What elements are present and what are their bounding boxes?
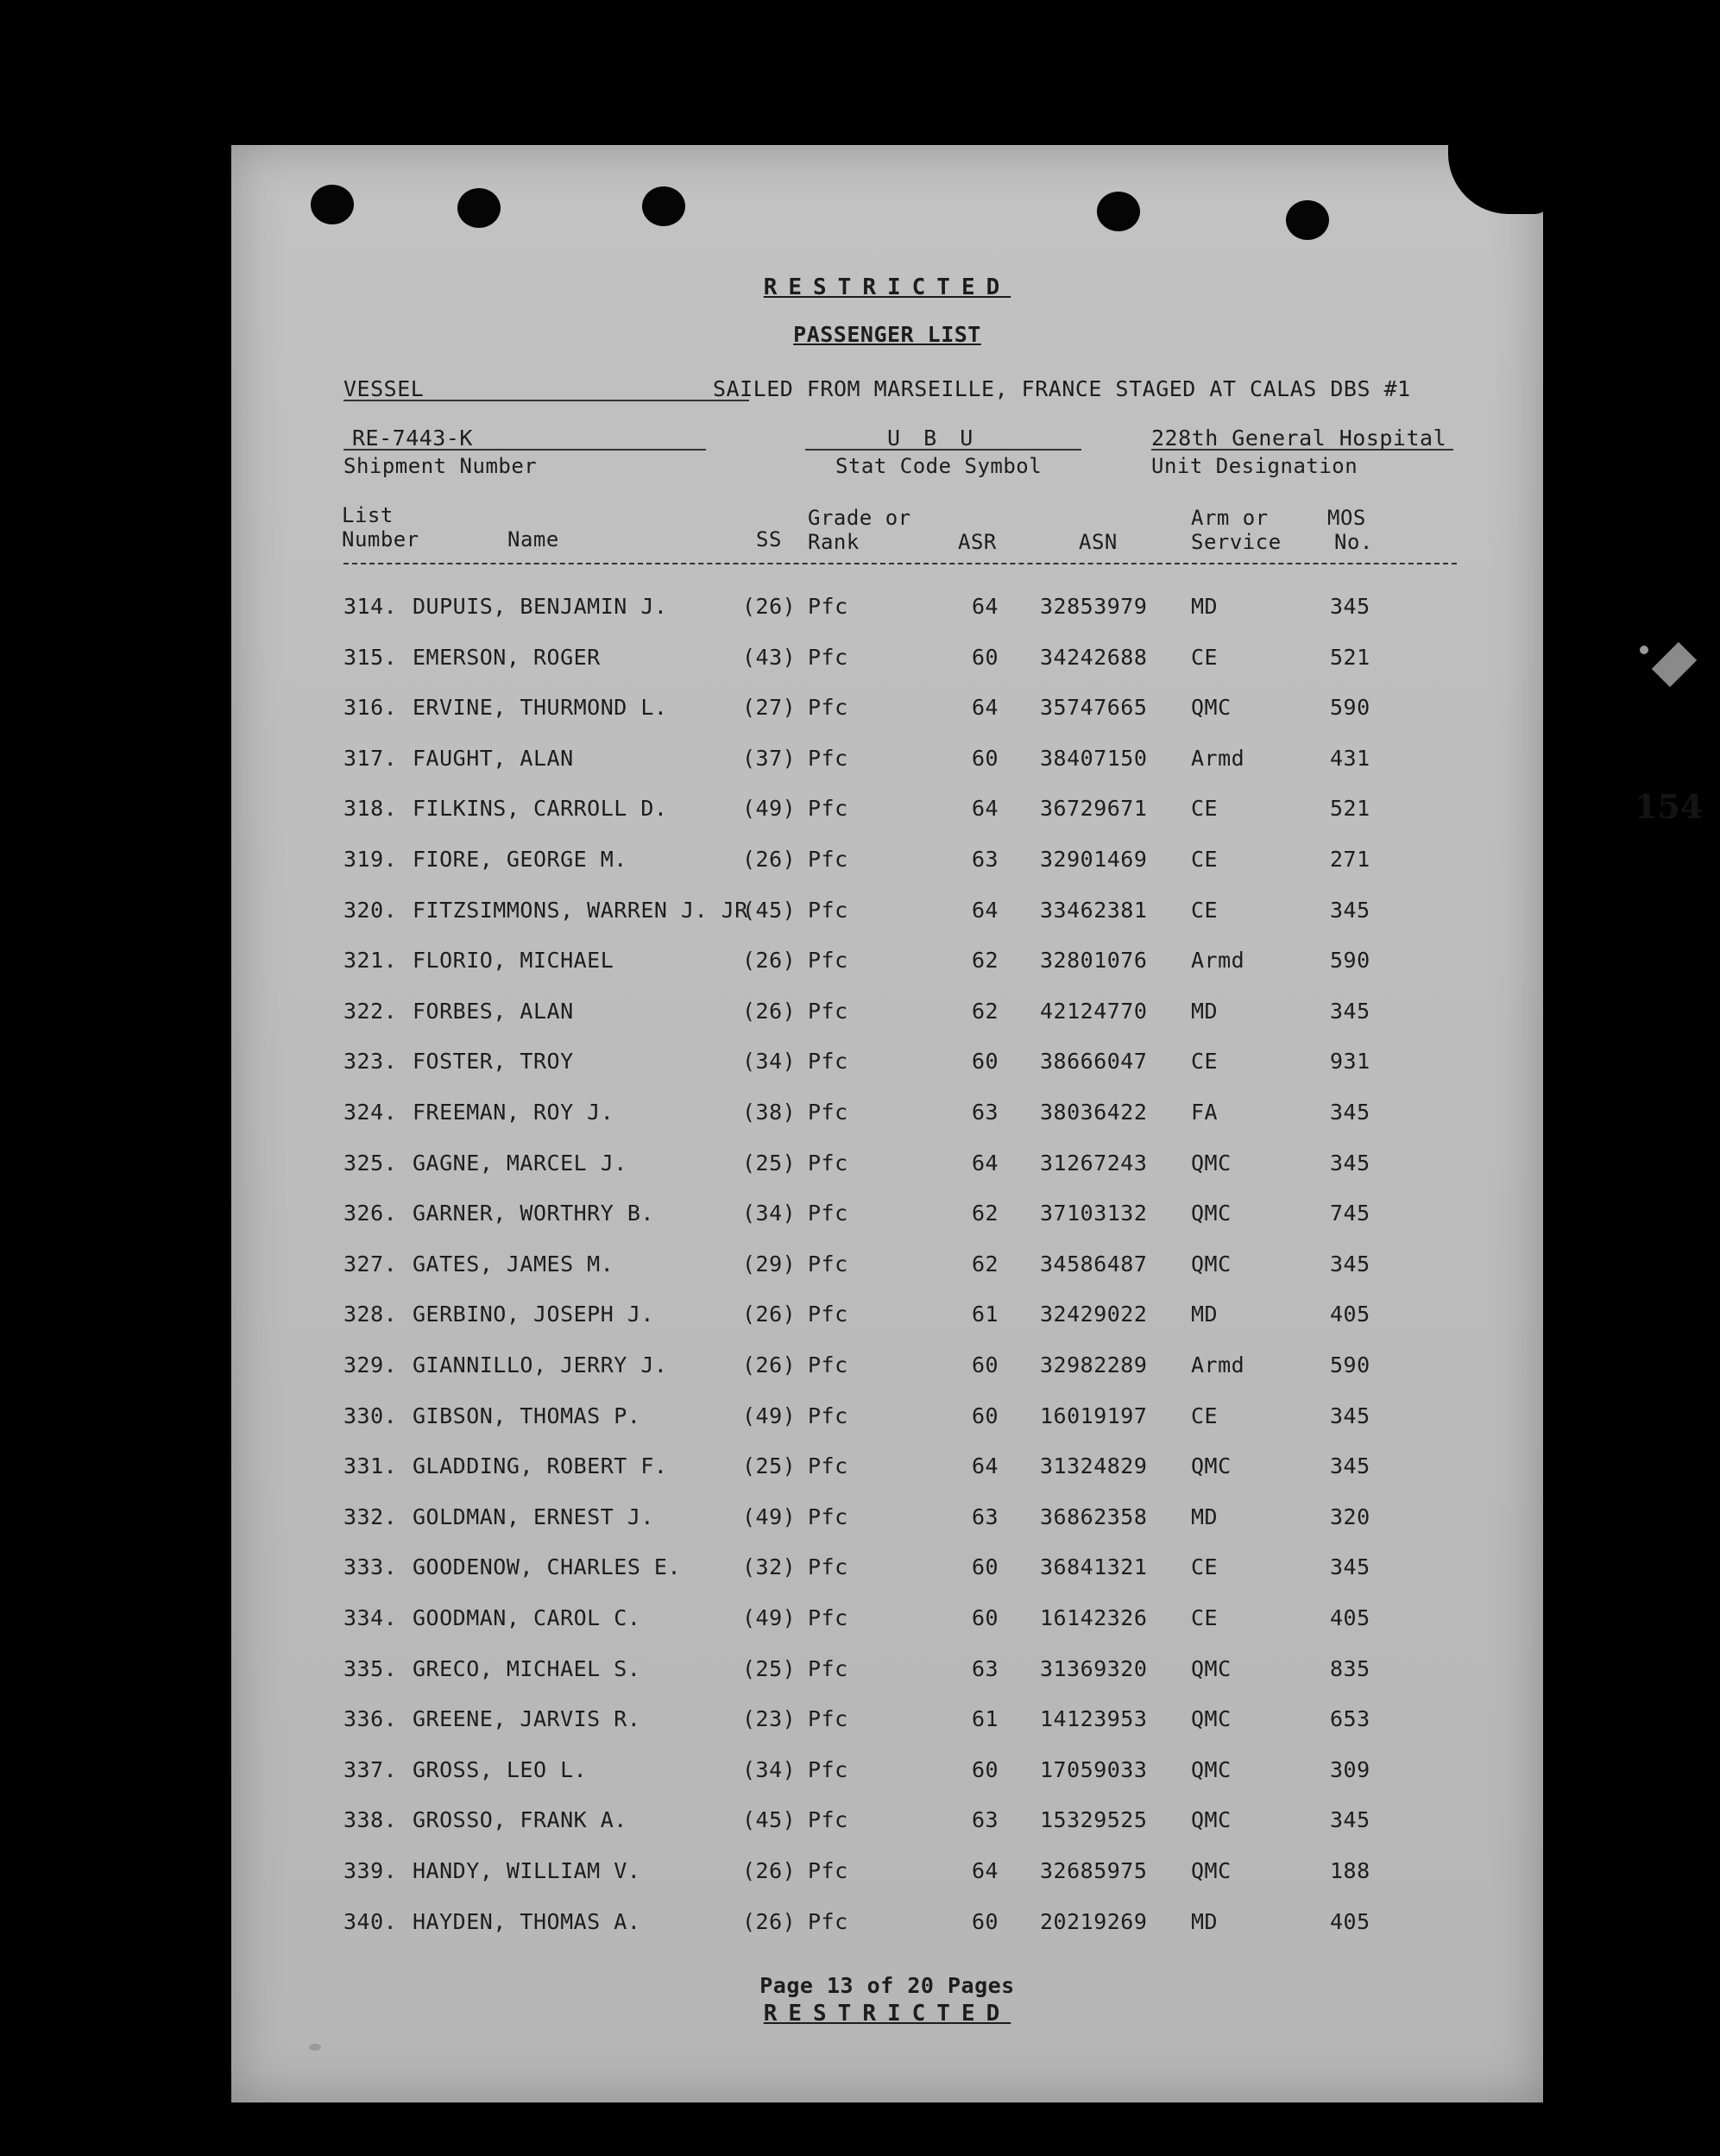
row-ss: (34)	[742, 1201, 797, 1226]
row-rank: Pfc	[808, 1100, 848, 1125]
row-rank: Pfc	[808, 1757, 848, 1782]
row-rank: Pfc	[808, 1201, 848, 1226]
row-ss: (25)	[742, 1453, 797, 1478]
document-page	[231, 145, 1704, 2102]
row-asn: 36841321	[1040, 1554, 1148, 1579]
row-rank: Pfc	[808, 1605, 848, 1630]
row-arm-service: CE	[1191, 1554, 1219, 1579]
col-list-number-1: List	[342, 503, 394, 527]
row-asn: 33462381	[1040, 898, 1148, 923]
row-name: GOLDMAN, ERNEST J.	[413, 1504, 654, 1529]
row-arm-service: CE	[1191, 796, 1219, 821]
punch-hole	[457, 188, 501, 228]
table-row	[231, 1150, 1543, 1185]
row-rank: Pfc	[808, 1554, 848, 1579]
page-indicator: Page 13 of 20 Pages	[759, 1973, 1015, 1998]
row-asr: 62	[972, 1201, 999, 1226]
row-asr: 63	[972, 1807, 999, 1832]
row-asr: 62	[972, 999, 999, 1024]
row-asr: 64	[972, 796, 999, 821]
row-asn: 35747665	[1040, 695, 1148, 720]
table-row	[231, 1909, 1543, 1944]
row-mos: 345	[1330, 1807, 1370, 1832]
row-list-number: 319.	[343, 847, 398, 872]
row-asn: 38407150	[1040, 746, 1148, 771]
row-name: FOSTER, TROY	[413, 1049, 574, 1074]
row-arm-service: FA	[1191, 1100, 1219, 1125]
row-name: GRECO, MICHAEL S.	[413, 1656, 641, 1681]
table-row	[231, 1302, 1543, 1336]
row-list-number: 337.	[343, 1757, 398, 1782]
row-arm-service: Armd	[1191, 948, 1245, 973]
row-asr: 63	[972, 847, 999, 872]
row-asr: 60	[972, 1352, 999, 1377]
row-list-number: 336.	[343, 1706, 398, 1731]
row-name: FORBES, ALAN	[413, 999, 574, 1024]
row-rank: Pfc	[808, 1352, 848, 1377]
row-mos: 345	[1330, 1403, 1370, 1428]
row-list-number: 317.	[343, 746, 398, 771]
row-asn: 37103132	[1040, 1201, 1148, 1226]
table-row	[231, 1858, 1543, 1893]
stat-code-value: U B U	[887, 426, 979, 451]
table-row	[231, 1049, 1543, 1083]
row-rank: Pfc	[808, 898, 848, 923]
row-asr: 60	[972, 645, 999, 670]
row-name: FILKINS, CARROLL D.	[413, 796, 668, 821]
speck-mark	[309, 2044, 321, 2051]
row-name: FLORIO, MICHAEL	[413, 948, 614, 973]
row-name: FREEMAN, ROY J.	[413, 1100, 614, 1125]
row-asn: 32982289	[1040, 1352, 1148, 1377]
stat-code-label: Stat Code Symbol	[835, 454, 1043, 478]
row-asr: 60	[972, 1403, 999, 1428]
row-arm-service: QMC	[1191, 1150, 1232, 1176]
row-arm-service: MD	[1191, 1504, 1219, 1529]
col-mos-2: No.	[1334, 530, 1373, 554]
row-mos: 345	[1330, 1251, 1370, 1277]
restricted-bottom: RESTRICTED	[763, 2001, 1011, 2027]
punch-hole	[1286, 200, 1329, 240]
table-row	[231, 1504, 1543, 1539]
row-mos: 835	[1330, 1656, 1370, 1681]
row-mos: 345	[1330, 594, 1370, 619]
row-ss: (26)	[742, 948, 797, 973]
row-name: ERVINE, THURMOND L.	[413, 695, 668, 720]
row-name: GROSSO, FRANK A.	[413, 1807, 627, 1832]
row-asn: 31267243	[1040, 1150, 1148, 1176]
row-asr: 62	[972, 1251, 999, 1277]
row-list-number: 318.	[343, 796, 398, 821]
row-list-number: 326.	[343, 1201, 398, 1226]
row-asr: 64	[972, 1858, 999, 1883]
row-asn: 16019197	[1040, 1403, 1148, 1428]
row-rank: Pfc	[808, 746, 848, 771]
col-grade-1: Grade or	[808, 506, 911, 530]
row-name: GAGNE, MARCEL J.	[413, 1150, 627, 1176]
row-name: GERBINO, JOSEPH J.	[413, 1302, 654, 1327]
row-arm-service: CE	[1191, 1605, 1219, 1630]
row-arm-service: MD	[1191, 999, 1219, 1024]
row-asn: 34242688	[1040, 645, 1148, 670]
table-row	[231, 1100, 1543, 1134]
row-rank: Pfc	[808, 1150, 848, 1176]
punch-hole	[1097, 192, 1140, 231]
table-row	[231, 948, 1543, 982]
row-arm-service: QMC	[1191, 1858, 1232, 1883]
table-row	[231, 594, 1543, 628]
row-arm-service: QMC	[1191, 1453, 1232, 1478]
row-arm-service: QMC	[1191, 1656, 1232, 1681]
row-rank: Pfc	[808, 645, 848, 670]
row-ss: (45)	[742, 898, 797, 923]
header-divider	[343, 563, 1457, 564]
row-asr: 60	[972, 1757, 999, 1782]
row-asn: 32853979	[1040, 594, 1148, 619]
row-asn: 20219269	[1040, 1909, 1148, 1934]
row-ss: (26)	[742, 1352, 797, 1377]
row-rank: Pfc	[808, 1807, 848, 1832]
row-mos: 405	[1330, 1302, 1370, 1327]
row-mos: 320	[1330, 1504, 1370, 1529]
row-list-number: 331.	[343, 1453, 398, 1478]
row-list-number: 314.	[343, 594, 398, 619]
table-row	[231, 1201, 1543, 1235]
row-asr: 60	[972, 1049, 999, 1074]
row-asr: 62	[972, 948, 999, 973]
row-arm-service: QMC	[1191, 695, 1232, 720]
col-name: Name	[507, 527, 559, 552]
speck-mark	[1640, 646, 1648, 654]
row-name: GREENE, JARVIS R.	[413, 1706, 641, 1731]
table-row	[231, 1251, 1543, 1286]
row-ss: (26)	[742, 999, 797, 1024]
row-arm-service: CE	[1191, 1049, 1219, 1074]
row-arm-service: MD	[1191, 1302, 1219, 1327]
row-rank: Pfc	[808, 796, 848, 821]
row-arm-service: QMC	[1191, 1757, 1232, 1782]
row-mos: 405	[1330, 1909, 1370, 1934]
row-arm-service: QMC	[1191, 1706, 1232, 1731]
table-row	[231, 1403, 1543, 1438]
row-asn: 38666047	[1040, 1049, 1148, 1074]
row-asn: 16142326	[1040, 1605, 1148, 1630]
row-asr: 64	[972, 1453, 999, 1478]
table-row	[231, 1656, 1543, 1691]
row-list-number: 316.	[343, 695, 398, 720]
table-row	[231, 645, 1543, 679]
row-asr: 63	[972, 1656, 999, 1681]
row-ss: (25)	[742, 1150, 797, 1176]
table-row	[231, 1706, 1543, 1741]
row-list-number: 325.	[343, 1150, 398, 1176]
row-rank: Pfc	[808, 1251, 848, 1277]
row-list-number: 329.	[343, 1352, 398, 1377]
row-ss: (27)	[742, 695, 797, 720]
row-ss: (23)	[742, 1706, 797, 1731]
row-mos: 405	[1330, 1605, 1370, 1630]
col-list-number-2: Number	[342, 527, 419, 552]
row-asn: 38036422	[1040, 1100, 1148, 1125]
row-rank: Pfc	[808, 1656, 848, 1681]
table-row	[231, 695, 1543, 729]
row-asn: 36729671	[1040, 796, 1148, 821]
row-mos: 345	[1330, 999, 1370, 1024]
row-mos: 745	[1330, 1201, 1370, 1226]
row-rank: Pfc	[808, 1302, 848, 1327]
table-row	[231, 898, 1543, 932]
row-mos: 653	[1330, 1706, 1370, 1731]
row-list-number: 323.	[343, 1049, 398, 1074]
row-mos: 188	[1330, 1858, 1370, 1883]
row-list-number: 339.	[343, 1858, 398, 1883]
row-mos: 345	[1330, 898, 1370, 923]
row-list-number: 338.	[343, 1807, 398, 1832]
row-name: GROSS, LEO L.	[413, 1757, 588, 1782]
col-grade-2: Rank	[808, 530, 860, 554]
row-asn: 32901469	[1040, 847, 1148, 872]
row-asn: 32801076	[1040, 948, 1148, 973]
row-rank: Pfc	[808, 847, 848, 872]
table-row	[231, 1807, 1543, 1842]
row-name: GIANNILLO, JERRY J.	[413, 1352, 668, 1377]
unit-underline	[1151, 449, 1453, 451]
row-ss: (49)	[742, 1403, 797, 1428]
stat-code-underline	[805, 449, 1081, 451]
row-rank: Pfc	[808, 594, 848, 619]
row-rank: Pfc	[808, 1403, 848, 1428]
col-ss: SS	[756, 527, 782, 552]
row-name: DUPUIS, BENJAMIN J.	[413, 594, 668, 619]
row-asr: 64	[972, 1150, 999, 1176]
row-mos: 931	[1330, 1049, 1370, 1074]
col-arm-1: Arm or	[1191, 506, 1269, 530]
torn-corner	[1448, 128, 1552, 214]
row-ss: (26)	[742, 1909, 797, 1934]
row-ss: (26)	[742, 847, 797, 872]
col-mos-1: MOS	[1327, 506, 1366, 530]
row-ss: (49)	[742, 796, 797, 821]
unit-designation-value: 228th General Hospital	[1151, 426, 1447, 451]
row-asn: 15329525	[1040, 1807, 1148, 1832]
punch-hole	[311, 185, 354, 224]
row-rank: Pfc	[808, 1909, 848, 1934]
row-asr: 63	[972, 1504, 999, 1529]
shipment-underline	[343, 449, 706, 451]
punch-hole	[642, 186, 685, 226]
row-list-number: 332.	[343, 1504, 398, 1529]
row-list-number: 328.	[343, 1302, 398, 1327]
row-ss: (45)	[742, 1807, 797, 1832]
table-row	[231, 847, 1543, 881]
row-rank: Pfc	[808, 1504, 848, 1529]
row-asn: 36862358	[1040, 1504, 1148, 1529]
row-arm-service: MD	[1191, 594, 1219, 619]
row-asr: 60	[972, 1605, 999, 1630]
row-arm-service: QMC	[1191, 1251, 1232, 1277]
row-arm-service: QMC	[1191, 1807, 1232, 1832]
row-mos: 521	[1330, 645, 1370, 670]
row-mos: 309	[1330, 1757, 1370, 1782]
row-ss: (29)	[742, 1251, 797, 1277]
stray-mark	[1652, 642, 1697, 687]
row-arm-service: Armd	[1191, 746, 1245, 771]
row-mos: 345	[1330, 1150, 1370, 1176]
row-list-number: 322.	[343, 999, 398, 1024]
table-row	[231, 746, 1543, 780]
row-mos: 271	[1330, 847, 1370, 872]
row-asr: 60	[972, 1554, 999, 1579]
row-list-number: 327.	[343, 1251, 398, 1277]
row-name: GOODMAN, CAROL C.	[413, 1605, 641, 1630]
row-ss: (49)	[742, 1504, 797, 1529]
row-mos: 345	[1330, 1554, 1370, 1579]
row-name: FITZSIMMONS, WARREN J. JR	[413, 898, 748, 923]
row-arm-service: CE	[1191, 1403, 1219, 1428]
shipment-number-label: Shipment Number	[343, 454, 538, 478]
row-list-number: 321.	[343, 948, 398, 973]
document-title: PASSENGER LIST	[793, 322, 981, 347]
col-asr: ASR	[958, 530, 997, 554]
vessel-label: VESSEL	[343, 376, 425, 401]
row-asr: 64	[972, 695, 999, 720]
row-asr: 63	[972, 1100, 999, 1125]
row-asn: 32429022	[1040, 1302, 1148, 1327]
row-ss: (49)	[742, 1605, 797, 1630]
row-list-number: 333.	[343, 1554, 398, 1579]
restricted-top: RESTRICTED	[763, 274, 1011, 300]
unit-designation-label: Unit Designation	[1151, 454, 1358, 478]
row-asn: 32685975	[1040, 1858, 1148, 1883]
col-asn: ASN	[1079, 530, 1118, 554]
table-row	[231, 1453, 1543, 1488]
row-arm-service: Armd	[1191, 1352, 1245, 1377]
row-list-number: 330.	[343, 1403, 398, 1428]
row-arm-service: CE	[1191, 645, 1219, 670]
row-arm-service: MD	[1191, 1909, 1219, 1934]
row-ss: (25)	[742, 1656, 797, 1681]
row-rank: Pfc	[808, 1706, 848, 1731]
row-ss: (26)	[742, 594, 797, 619]
row-asr: 60	[972, 746, 999, 771]
row-list-number: 315.	[343, 645, 398, 670]
row-name: HANDY, WILLIAM V.	[413, 1858, 641, 1883]
row-arm-service: CE	[1191, 898, 1219, 923]
row-name: FAUGHT, ALAN	[413, 746, 574, 771]
row-name: FIORE, GEORGE M.	[413, 847, 627, 872]
table-row	[231, 796, 1543, 830]
table-row	[231, 1605, 1543, 1640]
row-asr: 61	[972, 1706, 999, 1731]
row-name: GOODENOW, CHARLES E.	[413, 1554, 682, 1579]
row-ss: (34)	[742, 1049, 797, 1074]
row-arm-service: QMC	[1191, 1201, 1232, 1226]
row-arm-service: CE	[1191, 847, 1219, 872]
row-list-number: 320.	[343, 898, 398, 923]
row-asr: 64	[972, 898, 999, 923]
row-asn: 17059033	[1040, 1757, 1148, 1782]
row-ss: (32)	[742, 1554, 797, 1579]
row-rank: Pfc	[808, 695, 848, 720]
row-asr: 61	[972, 1302, 999, 1327]
row-list-number: 340.	[343, 1909, 398, 1934]
row-ss: (34)	[742, 1757, 797, 1782]
row-name: EMERSON, ROGER	[413, 645, 601, 670]
table-row	[231, 1554, 1543, 1589]
table-row	[231, 1757, 1543, 1792]
row-mos: 590	[1330, 948, 1370, 973]
col-arm-2: Service	[1191, 530, 1282, 554]
row-asn: 42124770	[1040, 999, 1148, 1024]
row-name: HAYDEN, THOMAS A.	[413, 1909, 641, 1934]
row-ss: (43)	[742, 645, 797, 670]
row-asn: 31324829	[1040, 1453, 1148, 1478]
row-name: GATES, JAMES M.	[413, 1251, 614, 1277]
row-mos: 590	[1330, 695, 1370, 720]
row-name: GARNER, WORTHRY B.	[413, 1201, 654, 1226]
table-row	[231, 1352, 1543, 1387]
row-rank: Pfc	[808, 1453, 848, 1478]
row-asn: 14123953	[1040, 1706, 1148, 1731]
row-ss: (26)	[742, 1858, 797, 1883]
side-page-number: 154	[1635, 787, 1704, 826]
row-list-number: 335.	[343, 1656, 398, 1681]
row-list-number: 334.	[343, 1605, 398, 1630]
row-name: GLADDING, ROBERT F.	[413, 1453, 668, 1478]
row-name: GIBSON, THOMAS P.	[413, 1403, 641, 1428]
row-mos: 345	[1330, 1100, 1370, 1125]
row-rank: Pfc	[808, 948, 848, 973]
row-mos: 590	[1330, 1352, 1370, 1377]
row-asr: 64	[972, 594, 999, 619]
row-ss: (37)	[742, 746, 797, 771]
row-asr: 60	[972, 1909, 999, 1934]
row-rank: Pfc	[808, 999, 848, 1024]
table-row	[231, 999, 1543, 1033]
row-rank: Pfc	[808, 1049, 848, 1074]
row-ss: (26)	[742, 1302, 797, 1327]
row-mos: 345	[1330, 1453, 1370, 1478]
row-mos: 431	[1330, 746, 1370, 771]
row-ss: (38)	[742, 1100, 797, 1125]
row-mos: 521	[1330, 796, 1370, 821]
row-asn: 34586487	[1040, 1251, 1148, 1277]
sailed-from-text: SAILED FROM MARSEILLE, FRANCE STAGED AT CALAS DBS #1	[713, 376, 1411, 401]
row-rank: Pfc	[808, 1858, 848, 1883]
shipment-number-value: RE-7443-K	[352, 426, 473, 451]
vessel-blank-line	[343, 400, 749, 401]
row-asn: 31369320	[1040, 1656, 1148, 1681]
row-list-number: 324.	[343, 1100, 398, 1125]
